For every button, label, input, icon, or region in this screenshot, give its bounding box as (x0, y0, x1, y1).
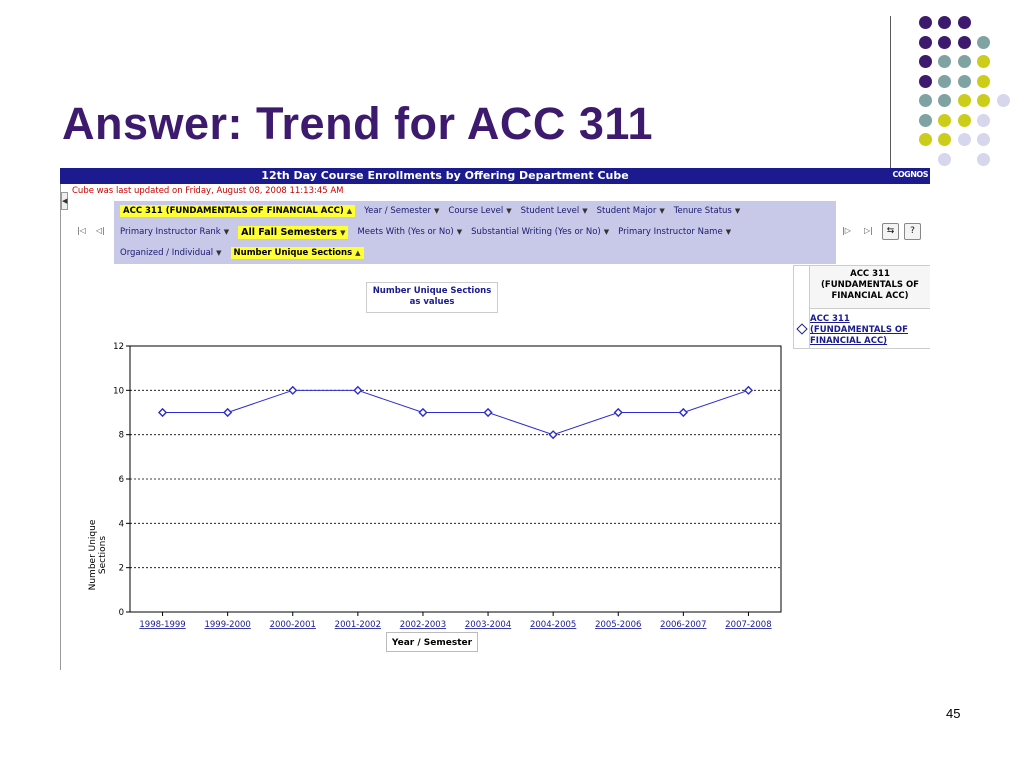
link-line: (FUNDAMENTALS OF (810, 325, 908, 335)
header-line: (FUNDAMENTALS OF (821, 280, 919, 290)
x-axis-ticks[interactable] (139, 612, 771, 630)
x-tick-label[interactable]: 2007-2008 (725, 620, 772, 630)
y-tick-label: 4 (118, 519, 124, 530)
dimension-label: Primary Instructor Rank (120, 227, 221, 237)
series-link[interactable] (810, 314, 908, 347)
decorative-dot (938, 55, 951, 68)
last-updated-note: Cube was last updated on Friday, August 08, 2008 11:13:45 AM (72, 186, 344, 196)
decorative-dot (977, 94, 990, 107)
x-tick-label[interactable]: 2006-2007 (660, 620, 707, 630)
decorative-dot (938, 94, 951, 107)
last-page-icon[interactable]: ▷| (864, 226, 873, 235)
data-point (615, 409, 622, 416)
y-axis-ticks (113, 342, 130, 618)
caret-down-icon: ▼ (340, 228, 346, 237)
caret-down-icon: ▼ (659, 207, 665, 215)
next-page-icon[interactable]: |▷ (842, 226, 851, 235)
y-tick-label: 8 (118, 430, 124, 441)
series (159, 387, 752, 439)
decorative-dot (958, 133, 971, 146)
page-number: 45 (946, 706, 961, 721)
dimension-label: Number Unique Sections (233, 248, 353, 258)
header-line: ACC 311 (850, 269, 890, 279)
x-tick-label[interactable]: 2004-2005 (529, 620, 577, 630)
dimension-substantial-writing[interactable] (471, 227, 609, 237)
y-tick-label: 0 (118, 608, 124, 618)
dimension-course-level[interactable] (448, 206, 511, 216)
slide-title: Answer: Trend for ACC 311 (62, 98, 653, 149)
app-header (60, 168, 930, 184)
app-title: 12th Day Course Enrollments by Offering Department Cube (261, 169, 629, 182)
data-point (484, 409, 491, 416)
dimension-row-1 (120, 203, 740, 219)
dimension-row-2 (120, 224, 731, 240)
dimension-student-level[interactable] (521, 206, 588, 216)
y-tick-label: 12 (113, 342, 124, 352)
dimension-bar (114, 201, 836, 264)
decorative-dot (919, 94, 932, 107)
title-divider (890, 16, 891, 168)
measure-number-unique-sections[interactable] (231, 247, 364, 259)
x-tick-label[interactable]: 2002-2003 (399, 620, 447, 630)
data-point (680, 409, 687, 416)
decorative-dot (938, 153, 951, 166)
left-frame-edge (60, 184, 64, 670)
caret-down-icon: ▼ (603, 228, 610, 236)
left-triangle-icon[interactable]: ◀ (61, 192, 68, 210)
chart-type-icon[interactable]: ⇆ (882, 223, 899, 240)
decorative-dot (919, 55, 932, 68)
dimension-instructor-rank[interactable] (120, 227, 229, 237)
data-point (224, 409, 231, 416)
data-point (550, 431, 557, 438)
dimension-instructor-name[interactable] (618, 227, 731, 237)
dimension-label: Primary Instructor Name (618, 227, 723, 237)
data-point (159, 409, 166, 416)
data-point (289, 387, 296, 394)
decorative-dot (938, 75, 951, 88)
decorative-dot (977, 133, 990, 146)
decorative-dot (958, 75, 971, 88)
side-table-left-col (793, 265, 809, 349)
dimension-acc311[interactable] (120, 205, 355, 217)
caret-down-icon: ▼ (582, 207, 588, 215)
decorative-dot (977, 36, 990, 49)
x-tick-label[interactable]: 2005-2006 (595, 620, 642, 630)
side-table-header (809, 265, 930, 309)
measure-caption-line1: Number Unique Sections (372, 286, 492, 296)
x-tick-label[interactable]: 2003-2004 (464, 620, 512, 630)
x-tick-label[interactable]: 2000-2001 (269, 620, 316, 630)
decorative-dot (977, 114, 990, 127)
decorative-dot (919, 114, 932, 127)
caret-down-icon: ▼ (725, 228, 732, 236)
dimension-year-semester[interactable] (364, 206, 439, 216)
caret-down-icon: ▼ (434, 207, 440, 215)
decorative-dot (938, 36, 951, 49)
dimension-label: Course Level (448, 206, 504, 216)
dimension-label: Meets With (Yes or No) (357, 227, 454, 237)
y-tick-label: 6 (118, 475, 124, 485)
decorative-dot (919, 133, 932, 146)
decorative-dot (958, 36, 971, 49)
dimension-label: ACC 311 (FUNDAMENTALS OF FINANCIAL ACC) (123, 206, 344, 216)
caret-down-icon: ▼ (223, 228, 230, 236)
caret-up-icon: ▲ (346, 207, 353, 215)
caret-down-icon: ▼ (216, 249, 222, 257)
gridlines (130, 346, 781, 612)
dimension-row-3 (120, 245, 364, 261)
decorative-dot (919, 36, 932, 49)
decorative-dot (977, 153, 990, 166)
dimension-tenure-status[interactable] (674, 206, 740, 216)
caret-down-icon: ▼ (506, 207, 512, 215)
decorative-dot (977, 55, 990, 68)
prev-page-icon[interactable]: ◁| (96, 226, 105, 235)
decorative-dot (977, 75, 990, 88)
dimension-label: Year / Semester (364, 206, 431, 216)
dimension-label: All Fall Semesters (241, 226, 338, 238)
y-axis-title: Number Unique Sections (88, 519, 108, 591)
dimension-label: Organized / Individual (120, 248, 214, 258)
link-line: ACC 311 (810, 314, 850, 324)
y-tick-label: 10 (113, 386, 124, 397)
series-line (163, 390, 749, 434)
x-tick-label[interactable]: 2001-2002 (334, 620, 382, 630)
decorative-dot (997, 94, 1010, 107)
measure-caption-line2: as values (409, 297, 455, 307)
decorative-dot (919, 75, 932, 88)
data-point (419, 409, 426, 416)
link-line: FINANCIAL ACC) (810, 336, 888, 346)
dimension-label: Tenure Status (673, 206, 732, 216)
data-point (745, 387, 752, 394)
caret-up-icon: ▲ (355, 249, 361, 257)
x-tick-label[interactable]: 1999-2000 (204, 620, 251, 630)
decorative-dot (958, 16, 971, 29)
decorative-dot (919, 16, 932, 29)
data-point (354, 387, 361, 394)
cognos-logo: COGNOS (892, 170, 928, 179)
help-icon[interactable]: ? (904, 223, 921, 240)
dimension-label: Substantial Writing (Yes or No) (471, 227, 601, 237)
y-tick-label: 2 (118, 563, 124, 574)
line-chart (86, 336, 786, 636)
measure-caption (366, 282, 498, 313)
first-page-icon[interactable]: |◁ (77, 226, 86, 235)
decorative-dot (938, 114, 951, 127)
decorative-dot (958, 114, 971, 127)
cognos-viewer (60, 168, 930, 670)
dimension-student-major[interactable] (597, 206, 665, 216)
x-tick-label[interactable]: 1998-1999 (139, 620, 186, 630)
dimension-meets-with[interactable] (357, 227, 462, 237)
dimension-label: Student Major (596, 206, 657, 216)
x-axis-title[interactable]: Year / Semester (386, 632, 478, 652)
caret-down-icon: ▼ (734, 207, 741, 215)
decorative-dot (938, 16, 951, 29)
dimension-organized-individual[interactable] (120, 248, 222, 258)
decorative-dot (958, 94, 971, 107)
dimension-all-fall-semesters[interactable] (238, 226, 348, 239)
caret-down-icon: ▼ (456, 228, 463, 236)
dimension-label: Student Level (520, 206, 580, 216)
decorative-dot (958, 55, 971, 68)
decorative-dot (938, 133, 951, 146)
header-line: FINANCIAL ACC) (831, 291, 909, 301)
